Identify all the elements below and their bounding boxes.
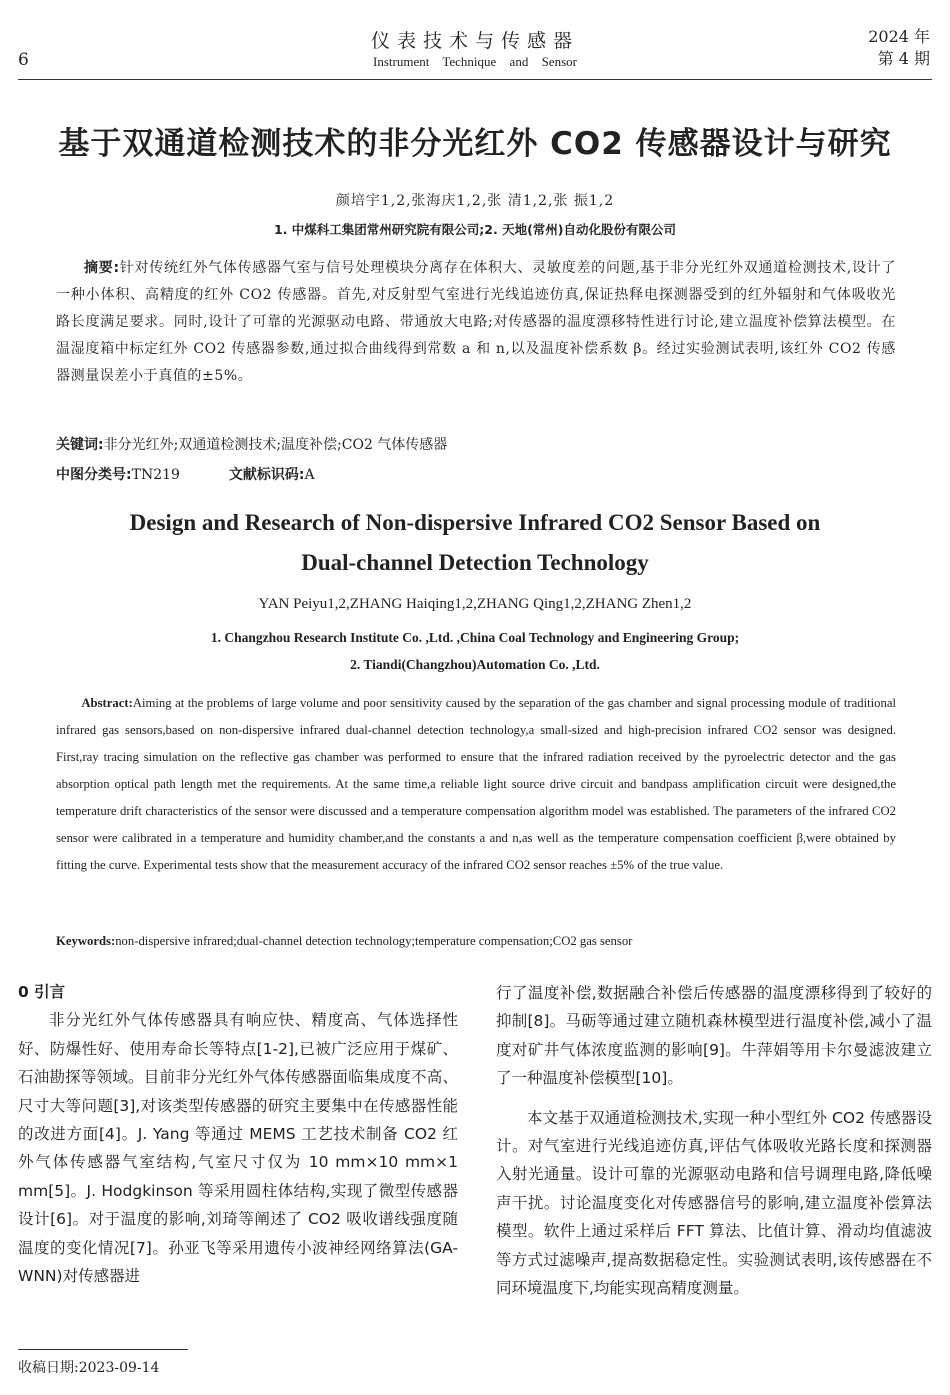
issue-year: 2024 年 [868, 27, 930, 46]
issue-info [868, 26, 930, 70]
abstract-cn-text: 针对传统红外气体传感器气室与信号处理模块分离存在体积大、灵敏度差的问题,基于非分光红外双通道检测技术,设计了一种小体积、高精度的红外 CO2 传感器。首先,对反射型气室进行光线追迹仿真,保证热释电探测器受到的红外辐射和气体吸收光路长度满足要求。同时,设计了可靠的光源驱动电路、带通放大电路;对传感器的温度漂移特性进行讨论,建立温度补偿算法模型。在温湿度箱中标定红外 CO2 传感器参数,通过拟合曲线得到常数 a 和 n,以及温度补偿系数 β。经过实验测试表明,该红外 CO2 传感器测量误差小于真值的±5%。 [56, 260, 897, 384]
header-divider [18, 79, 932, 80]
clc-value: TN219 [131, 467, 180, 483]
keywords-en-text: non-dispersive infrared;dual-channel detection technology;temperature compensation;CO2 gas sensor [115, 934, 633, 948]
section-heading-introduction: 0 引言 [18, 983, 66, 1001]
abstract-cn-label: 摘要: [84, 260, 120, 276]
classification-line [56, 464, 315, 484]
keywords-en [56, 934, 632, 949]
affiliation-en-line2: 2. Tiandi(Changzhou)Automation Co. ,Ltd. [350, 657, 600, 672]
keywords-cn-text: 非分光红外;双通道检测技术;温度补偿;CO2 气体传感器 [103, 437, 448, 453]
intro-paragraph-1: 非分光红外气体传感器具有响应快、精度高、气体选择性好、防爆性好、使用寿命长等特点[1-2],已被广泛应用于煤矿、石油勘探等领域。目前非分光红外气体传感器面临集成度不高、尺寸大等问题[3],对该类型传感器的研究主要集中在传感器性能的改进方面[4]。J. Yang 等通过 MEMS 工艺技术制备 CO2 红外气体传感器气室结构,气室尺寸仅为 10 mm×10 mm×1 mm[5]。J. Hodgkinson 等采用圆柱体结构,实现了微型传感器设计[6]。对于温度的影响,刘琦等阐述了 CO2 吸收谱线强度随温度的变化情况[7]。孙亚飞等采用遗传小波神经网络算法(GA-WNN)对传感器进 [18, 1011, 458, 1286]
page-number: 6 [18, 50, 29, 70]
abstract-cn [56, 255, 896, 390]
received-date: 收稿日期:2023-09-14 [18, 1360, 160, 1376]
paper-title-en-line2: Dual-channel Detection Technology [301, 550, 649, 575]
issue-number: 第 4 期 [877, 49, 930, 68]
intro-paragraph-2: 本文基于双通道检测技术,实现一种小型红外 CO2 传感器设计。对气室进行光线追迹仿真,评估气体吸收光路长度和探测器入射光通量。设计可靠的光源驱动电路和信号调理电路,降低噪声干扰。讨论温度变化对传感器信号的影响,建立温度补偿算法模型。软件上通过采样后 FFT 算法、比值计算、滑动均值滤波等方式过滤噪声,提高数据稳定性。实验测试表明,该传感器在不同环境温度下,均能实现高精度测量。 [496, 1108, 932, 1298]
clc-label: 中图分类号: [56, 467, 132, 483]
body-column-right [496, 979, 932, 1302]
authors-cn: 颜培宇1,2,张海庆1,2,张 清1,2,张 振1,2 [335, 193, 615, 209]
footnote-divider [18, 1349, 188, 1350]
doc-code-value: A [304, 467, 315, 483]
journal-title-cn: 仪表技术与传感器 [370, 30, 579, 52]
intro-paragraph-1-continued: 行了温度补偿,数据融合补偿后传感器的温度漂移得到了较好的抑制[8]。马砺等通过建立随机森林模型进行温度补偿,减小了温度对矿井气体浓度监测的影响[9]。牛萍娟等用卡尔曼滤波建立了一种温度补偿模型[10]。 [496, 984, 932, 1088]
affiliation-cn: 1. 中煤科工集团常州研究院有限公司;2. 天地(常州)自动化股份有限公司 [273, 222, 677, 237]
keywords-en-label: Keywords: [56, 934, 116, 948]
affiliation-en-line1: 1. Changzhou Research Institute Co. ,Ltd. ,China Coal Technology and Engineering Group; [210, 630, 740, 645]
abstract-en-label: Abstract: [81, 696, 133, 710]
affiliation-en [0, 624, 950, 678]
abstract-en [56, 690, 896, 879]
paper-title-cn: 基于双通道检测技术的非分光红外 CO2 传感器设计与研究 [58, 126, 892, 162]
paper-title-en [0, 503, 950, 583]
body-column-left [18, 978, 458, 1290]
abstract-en-text: Aiming at the problems of large volume and poor sensitivity caused by the separation of the gas chamber and signal processing module of traditional infrared gas sensors,based on non-dispersive infrared dual-channel detection technology,a small-sized and high-precision infrared CO2 sensor was designed. First,ray tracing simulation on the reflective gas chamber was performed to ensure that the infrared radiation received by the pyroelectric detector and the gas absorption optical path length met the requirements. At the same time,a reliable light source drive circuit and bandpass amplification circuit were designed,the temperature drift characteristics of the sensor were discussed and a temperature compensation algorithm model was established. The parameters of the infrared CO2 sensor were calibrated in a temperature and humidity chamber,and the constants a and n,as well as the temperature compensation coefficient β,were obtained by fitting the curve. Experimental tests show that the measurement accuracy of the infrared CO2 sensor reaches ±5% of the true value. [56, 696, 896, 872]
paper-title-en-line1: Design and Research of Non-dispersive Infrared CO2 Sensor Based on [129, 510, 821, 535]
authors-en: YAN Peiyu1,2,ZHANG Haiqing1,2,ZHANG Qing1,2,ZHANG Zhen1,2 [258, 596, 692, 612]
keywords-cn-label: 关键词: [56, 437, 104, 453]
keywords-cn [56, 434, 447, 454]
journal-title-en: Instrument Technique and Sensor [373, 54, 577, 69]
doc-code-label: 文献标识码: [228, 467, 305, 483]
